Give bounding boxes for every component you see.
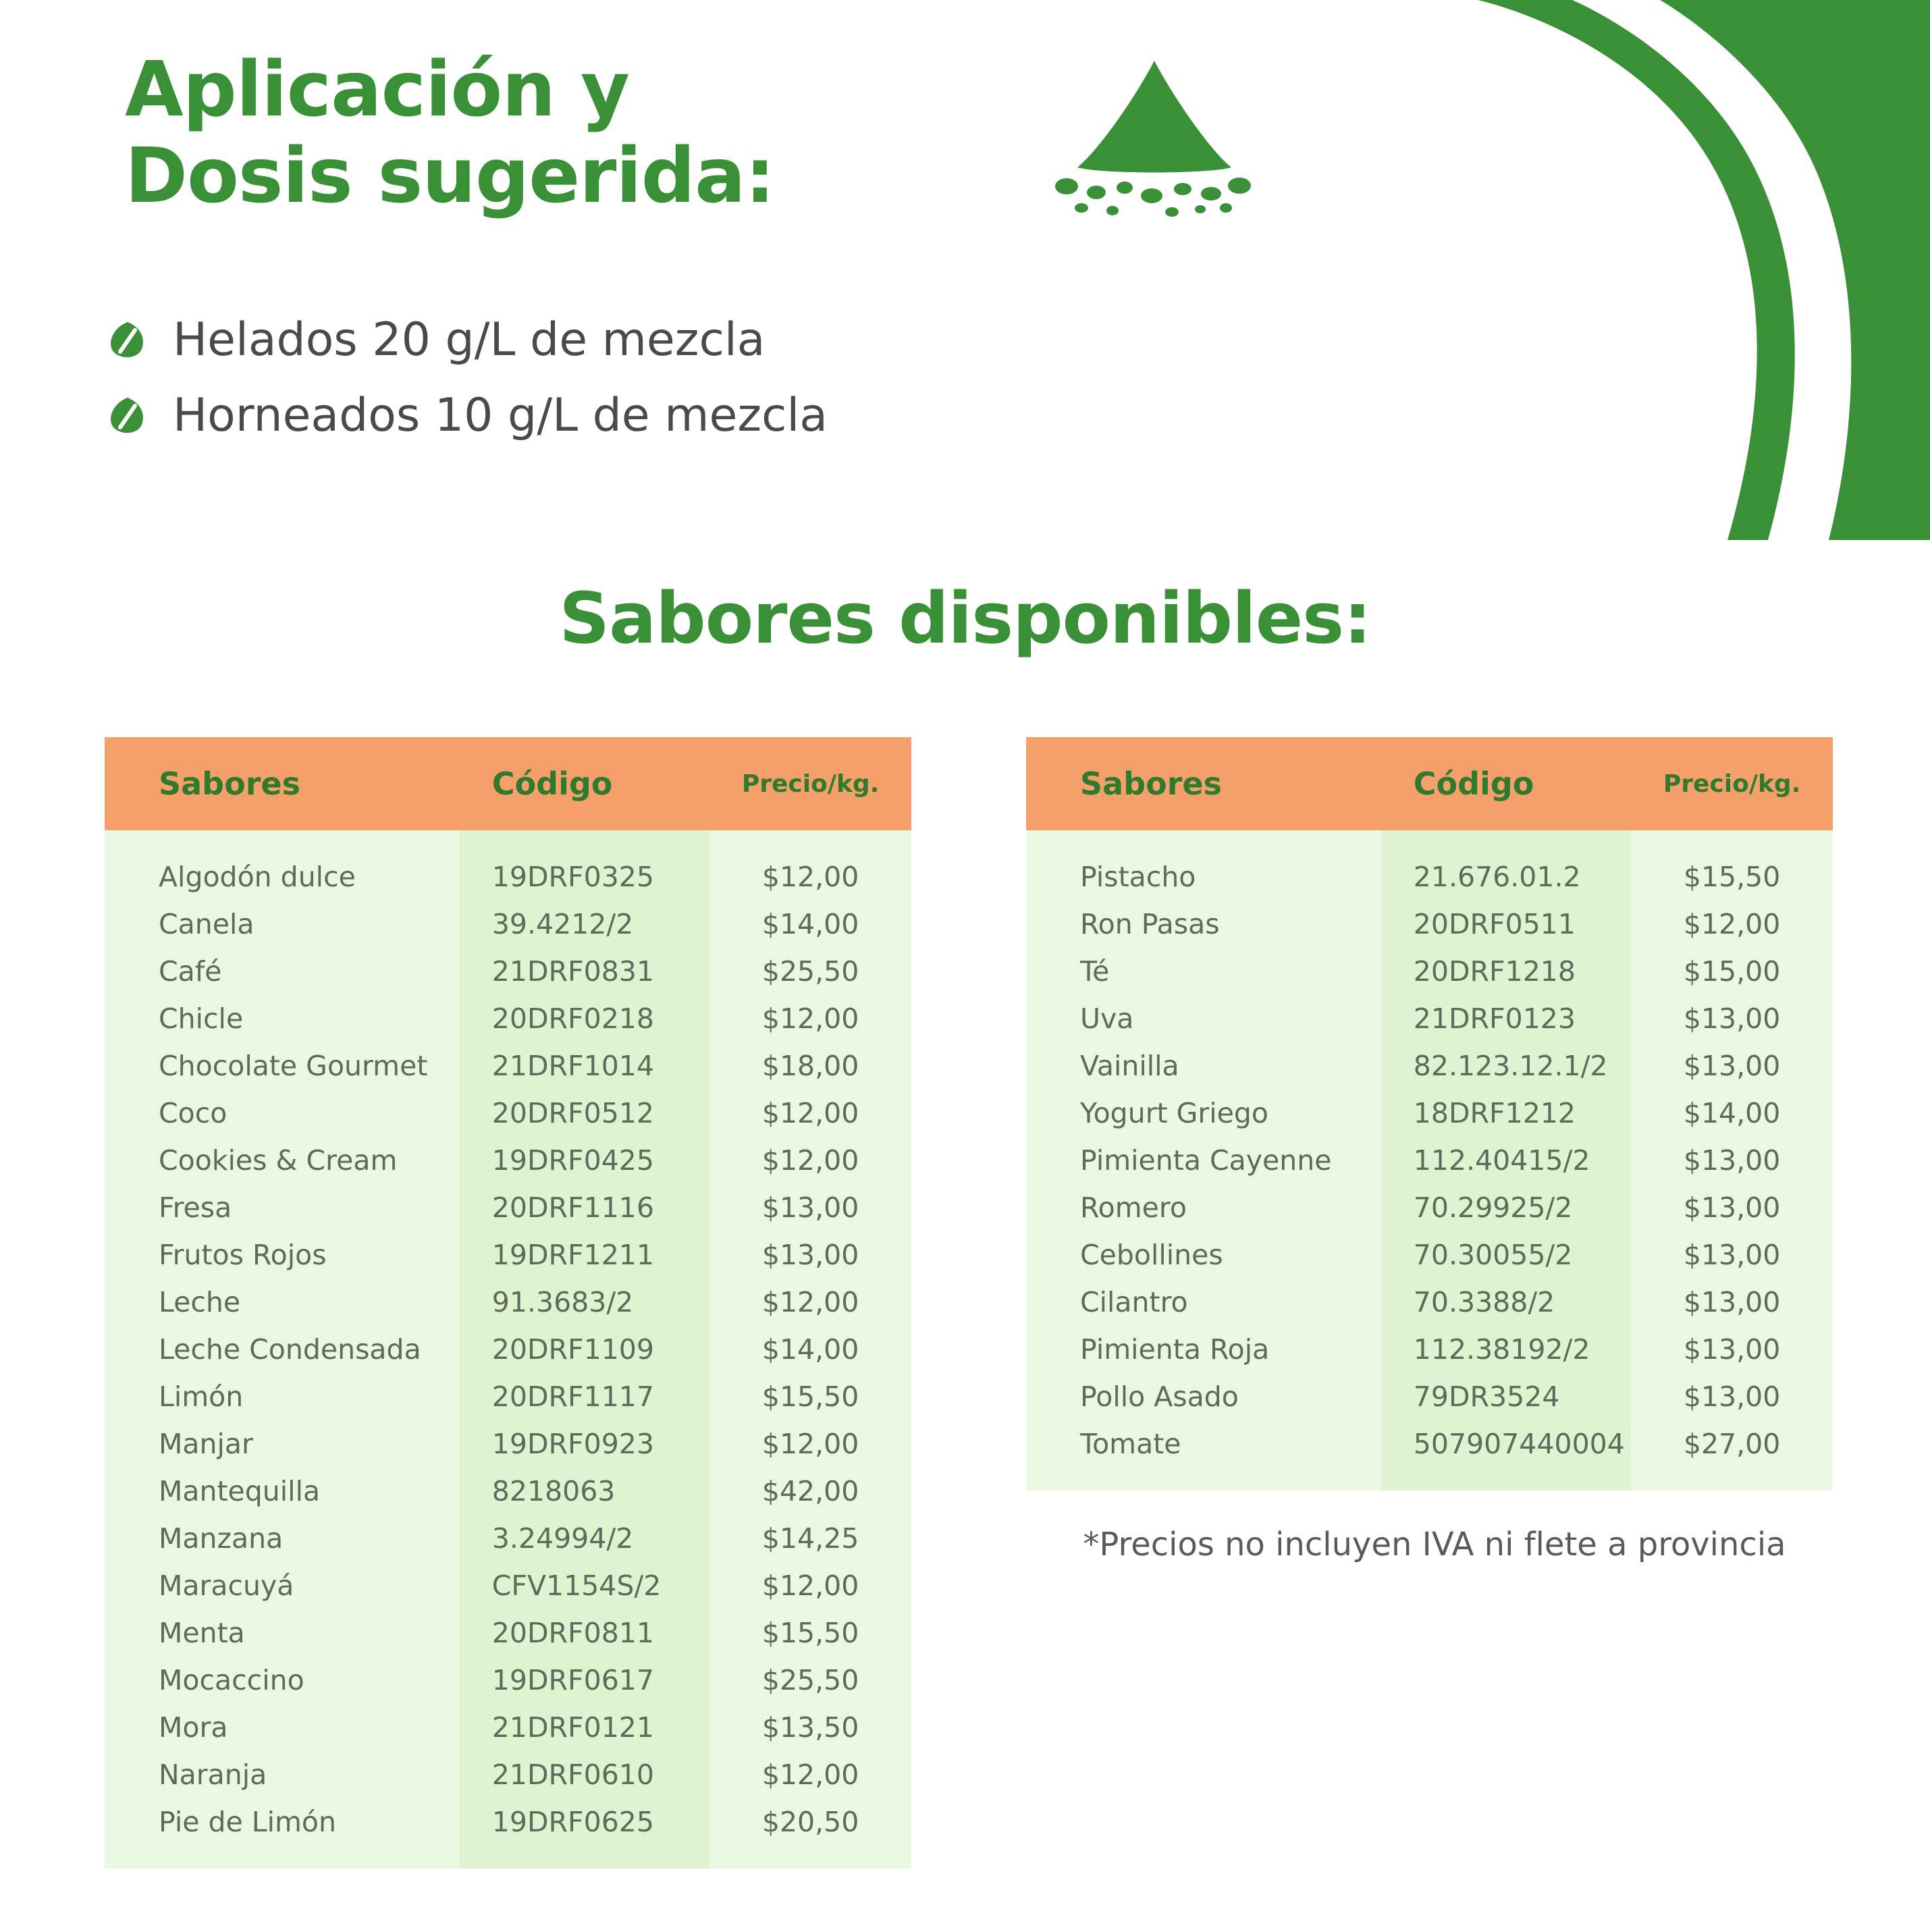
corner-decoration — [1255, 0, 1930, 581]
table-row — [1026, 1231, 1833, 1279]
dose-item-helados — [108, 313, 1121, 367]
table-row — [105, 1326, 911, 1373]
cell-code: 21DRF1014 — [460, 1042, 709, 1090]
cell-flavor: Cilantro — [1026, 1279, 1381, 1326]
table-row — [105, 1231, 911, 1279]
cell-price: $12,00 — [709, 853, 911, 901]
spacer-cell — [105, 1846, 460, 1869]
page-title-line2: Dosis sugerida: — [125, 132, 775, 220]
cell-flavor: Maracuyá — [105, 1562, 460, 1609]
table-row — [1026, 1279, 1833, 1326]
cell-price: $13,00 — [1631, 1326, 1833, 1373]
table-row — [105, 995, 911, 1042]
cell-code: 19DRF0923 — [460, 1420, 709, 1468]
cell-code: 21.676.01.2 — [1381, 853, 1631, 901]
cell-price: $20,50 — [709, 1798, 911, 1846]
cell-flavor: Limón — [105, 1373, 460, 1420]
cell-code: 21DRF0610 — [460, 1751, 709, 1798]
leaf-icon — [108, 321, 147, 360]
flavors-table-left — [105, 737, 911, 1869]
cell-flavor: Romero — [1026, 1184, 1381, 1231]
table-row — [1026, 948, 1833, 995]
cell-code: 20DRF1116 — [460, 1184, 709, 1231]
table-spacer-row — [105, 1846, 911, 1869]
cell-price: $13,00 — [1631, 1042, 1833, 1090]
cell-code: 21DRF0123 — [1381, 995, 1631, 1042]
cell-flavor: Ron Pasas — [1026, 901, 1381, 948]
table-row — [105, 1042, 911, 1090]
table-row — [1026, 1184, 1833, 1231]
spacer-cell — [709, 830, 911, 853]
section-heading: Sabores disponibles: — [559, 577, 1371, 660]
cell-code: 70.30055/2 — [1381, 1231, 1631, 1279]
table-row — [105, 1468, 911, 1515]
table-row — [105, 1137, 911, 1184]
table-row — [1026, 1326, 1833, 1373]
cell-code: 507907440004 — [1381, 1420, 1631, 1468]
cell-code: 20DRF1218 — [1381, 948, 1631, 995]
table-row — [105, 1657, 911, 1704]
cell-price: $15,50 — [1631, 853, 1833, 901]
table-header-row — [1026, 737, 1833, 830]
cell-flavor: Chicle — [105, 995, 460, 1042]
table-spacer-row — [1026, 1468, 1833, 1491]
cell-price: $15,50 — [709, 1609, 911, 1657]
table-spacer-row — [1026, 830, 1833, 853]
spacer-cell — [1026, 830, 1381, 853]
table-row — [105, 1184, 911, 1231]
table-row — [105, 1798, 911, 1846]
cell-price: $25,50 — [709, 1657, 911, 1704]
cell-price: $27,00 — [1631, 1420, 1833, 1468]
cell-flavor: Yogurt Griego — [1026, 1090, 1381, 1137]
spacer-cell — [1026, 1468, 1381, 1491]
cell-price: $13,00 — [1631, 995, 1833, 1042]
cell-flavor: Chocolate Gourmet — [105, 1042, 460, 1090]
cell-flavor: Fresa — [105, 1184, 460, 1231]
cell-flavor: Manzana — [105, 1515, 460, 1562]
table-row — [105, 1373, 911, 1420]
cell-price: $25,50 — [709, 948, 911, 995]
cell-flavor: Cebollines — [1026, 1231, 1381, 1279]
cell-price: $13,00 — [1631, 1373, 1833, 1420]
cell-code: 19DRF1211 — [460, 1231, 709, 1279]
flavors-table-right — [1026, 737, 1833, 1491]
cell-code: 82.123.12.1/2 — [1381, 1042, 1631, 1090]
table-row — [105, 1704, 911, 1751]
dose-item-label: Helados 20 g/L de mezcla — [173, 313, 766, 367]
cell-code: 20DRF1109 — [460, 1326, 709, 1373]
column-header-price: Precio/kg. — [1631, 737, 1833, 830]
cell-code: 19DRF0625 — [460, 1798, 709, 1846]
table-row — [1026, 1090, 1833, 1137]
table-row — [1026, 1137, 1833, 1184]
cell-code: 19DRF0325 — [460, 853, 709, 901]
spacer-cell — [460, 830, 709, 853]
table-row — [105, 1609, 911, 1657]
table-row — [105, 948, 911, 995]
cell-code: 20DRF0811 — [460, 1609, 709, 1657]
cell-price: $13,50 — [709, 1704, 911, 1751]
table-row — [105, 1562, 911, 1609]
cell-code: 3.24994/2 — [460, 1515, 709, 1562]
cell-price: $15,00 — [1631, 948, 1833, 995]
cell-price: $14,25 — [709, 1515, 911, 1562]
cell-flavor: Canela — [105, 901, 460, 948]
table-row — [1026, 1042, 1833, 1090]
cell-flavor: Algodón dulce — [105, 853, 460, 901]
cell-code: 18DRF1212 — [1381, 1090, 1631, 1137]
leaf-icon — [108, 396, 147, 435]
cell-price: $13,00 — [709, 1184, 911, 1231]
cell-flavor: Menta — [105, 1609, 460, 1657]
cell-flavor: Naranja — [105, 1751, 460, 1798]
cell-code: 8218063 — [460, 1468, 709, 1515]
table-row — [105, 901, 911, 948]
cell-price: $12,00 — [709, 1420, 911, 1468]
page-title — [125, 47, 1137, 219]
cell-price: $13,00 — [1631, 1279, 1833, 1326]
table-row — [1026, 1373, 1833, 1420]
cell-flavor: Café — [105, 948, 460, 995]
cell-flavor: Manjar — [105, 1420, 460, 1468]
spacer-cell — [1381, 1468, 1631, 1491]
spacer-cell — [1381, 830, 1631, 853]
cell-code: 91.3683/2 — [460, 1279, 709, 1326]
cell-price: $12,00 — [709, 995, 911, 1042]
cell-price: $18,00 — [709, 1042, 911, 1090]
cell-flavor: Leche Condensada — [105, 1326, 460, 1373]
footnote: *Precios no incluyen IVA ni flete a provincia — [1083, 1526, 1786, 1563]
cell-price: $12,00 — [709, 1562, 911, 1609]
cell-flavor: Frutos Rojos — [105, 1231, 460, 1279]
cell-flavor: Pollo Asado — [1026, 1373, 1381, 1420]
cell-flavor: Pimienta Roja — [1026, 1326, 1381, 1373]
table-row — [1026, 995, 1833, 1042]
cell-code: 19DRF0617 — [460, 1657, 709, 1704]
cell-price: $14,00 — [709, 901, 911, 948]
flavors-table-right-wrapper — [1026, 737, 1833, 1491]
cell-price: $12,00 — [709, 1279, 911, 1326]
cell-price: $15,50 — [709, 1373, 911, 1420]
flavors-table-left-wrapper — [105, 737, 911, 1869]
dose-item-horneados — [108, 389, 1121, 442]
cell-flavor: Mocaccino — [105, 1657, 460, 1704]
cell-price: $12,00 — [709, 1751, 911, 1798]
cell-flavor: Mantequilla — [105, 1468, 460, 1515]
table-row — [105, 1515, 911, 1562]
column-header-price: Precio/kg. — [709, 737, 911, 830]
cell-flavor: Pie de Limón — [105, 1798, 460, 1846]
page-header — [125, 47, 1137, 219]
column-header-flavor: Sabores — [105, 737, 460, 830]
cell-price: $13,00 — [1631, 1231, 1833, 1279]
cell-code: 39.4212/2 — [460, 901, 709, 948]
cell-code: 19DRF0425 — [460, 1137, 709, 1184]
cell-price: $14,00 — [1631, 1090, 1833, 1137]
cell-flavor: Coco — [105, 1090, 460, 1137]
table-row — [105, 1279, 911, 1326]
cell-code: 112.40415/2 — [1381, 1137, 1631, 1184]
powder-pile-icon — [1040, 54, 1269, 230]
cell-price: $13,00 — [709, 1231, 911, 1279]
cell-code: 70.3388/2 — [1381, 1279, 1631, 1326]
column-header-code: Código — [460, 737, 709, 830]
column-header-flavor: Sabores — [1026, 737, 1381, 830]
cell-code: 20DRF0511 — [1381, 901, 1631, 948]
table-row — [105, 1090, 911, 1137]
cell-code: CFV1154S/2 — [460, 1562, 709, 1609]
dose-item-label: Horneados 10 g/L de mezcla — [173, 389, 828, 442]
table-row — [1026, 853, 1833, 901]
cell-flavor: Té — [1026, 948, 1381, 995]
cell-code: 20DRF0218 — [460, 995, 709, 1042]
cell-flavor: Vainilla — [1026, 1042, 1381, 1090]
table-header-row — [105, 737, 911, 830]
cell-code: 70.29925/2 — [1381, 1184, 1631, 1231]
column-header-code: Código — [1381, 737, 1631, 830]
cell-flavor: Tomate — [1026, 1420, 1381, 1468]
cell-price: $12,00 — [1631, 901, 1833, 948]
table-spacer-row — [105, 830, 911, 853]
cell-flavor: Mora — [105, 1704, 460, 1751]
spacer-cell — [105, 830, 460, 853]
table-row — [105, 1420, 911, 1468]
spacer-cell — [1631, 830, 1833, 853]
cell-flavor: Leche — [105, 1279, 460, 1326]
cell-code: 21DRF0121 — [460, 1704, 709, 1751]
cell-price: $14,00 — [709, 1326, 911, 1373]
cell-code: 112.38192/2 — [1381, 1326, 1631, 1373]
spacer-cell — [1631, 1468, 1833, 1491]
cell-flavor: Pistacho — [1026, 853, 1381, 901]
dose-list — [108, 313, 1121, 468]
cell-code: 20DRF0512 — [460, 1090, 709, 1137]
table-row — [1026, 901, 1833, 948]
cell-flavor: Uva — [1026, 995, 1381, 1042]
page-title-line1: Aplicación y — [125, 46, 630, 134]
cell-price: $12,00 — [709, 1137, 911, 1184]
cell-flavor: Pimienta Cayenne — [1026, 1137, 1381, 1184]
table-row — [105, 853, 911, 901]
spacer-cell — [709, 1846, 911, 1869]
cell-price: $13,00 — [1631, 1137, 1833, 1184]
table-row — [105, 1751, 911, 1798]
spacer-cell — [460, 1846, 709, 1869]
cell-price: $12,00 — [709, 1090, 911, 1137]
cell-code: 20DRF1117 — [460, 1373, 709, 1420]
cell-price: $42,00 — [709, 1468, 911, 1515]
cell-code: 79DR3524 — [1381, 1373, 1631, 1420]
table-row — [1026, 1420, 1833, 1468]
cell-code: 21DRF0831 — [460, 948, 709, 995]
cell-price: $13,00 — [1631, 1184, 1833, 1231]
cell-flavor: Cookies & Cream — [105, 1137, 460, 1184]
